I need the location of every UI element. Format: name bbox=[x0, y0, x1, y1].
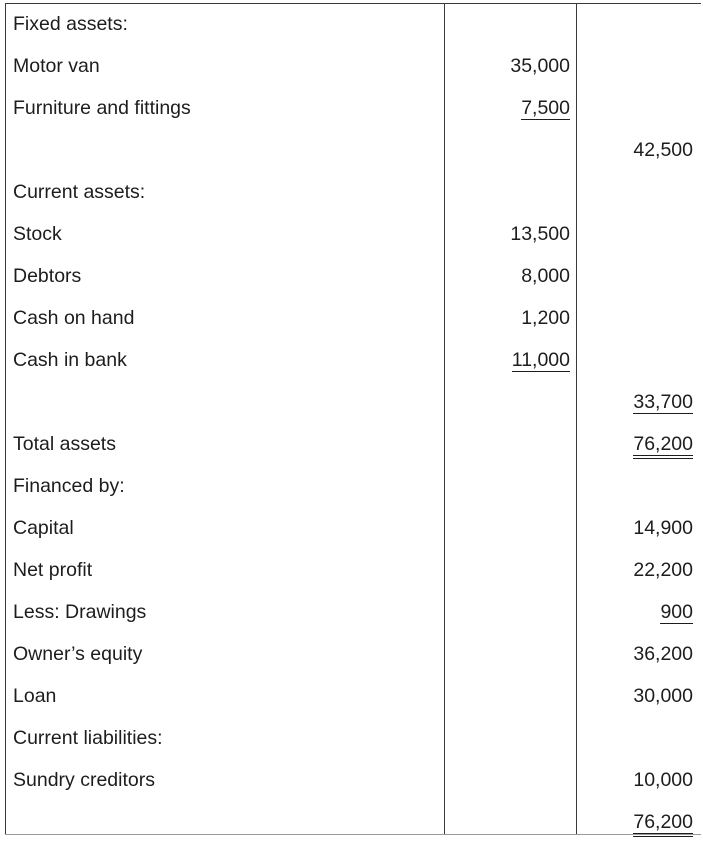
table-row bbox=[5, 549, 701, 591]
table-row bbox=[5, 339, 701, 381]
total-amount-text: 10,000 bbox=[633, 769, 693, 791]
row-label bbox=[13, 213, 62, 255]
row-label-text: Furniture and fittings bbox=[13, 97, 191, 119]
row-label bbox=[13, 591, 146, 633]
table-row bbox=[5, 507, 701, 549]
table-row bbox=[5, 381, 701, 423]
row-label bbox=[13, 3, 128, 45]
row-label-text: Loan bbox=[13, 685, 57, 707]
row-label-text: Less: Drawings bbox=[13, 601, 147, 623]
total-amount bbox=[633, 759, 693, 801]
table-row bbox=[5, 633, 701, 675]
sub-amount-text: 1,200 bbox=[521, 307, 570, 329]
table-row bbox=[5, 759, 701, 801]
sub-amount bbox=[521, 297, 570, 339]
table-row bbox=[5, 591, 701, 633]
total-amount bbox=[633, 549, 693, 591]
table-row bbox=[5, 423, 701, 465]
row-label-text: Capital bbox=[13, 517, 74, 539]
balance-sheet-table bbox=[5, 3, 701, 835]
row-label bbox=[13, 675, 56, 717]
row-label bbox=[13, 507, 74, 549]
row-label-text: Cash on hand bbox=[13, 307, 135, 329]
sub-amount bbox=[512, 339, 570, 381]
total-amount-text: 900 bbox=[660, 601, 693, 623]
total-amount-text: 42,500 bbox=[633, 139, 693, 161]
row-label bbox=[13, 45, 100, 87]
total-amount-text: 14,900 bbox=[633, 517, 693, 539]
table-row bbox=[5, 297, 701, 339]
row-label-text: Cash in bank bbox=[13, 349, 127, 371]
row-label bbox=[13, 339, 127, 381]
row-label bbox=[13, 633, 142, 675]
row-label bbox=[13, 171, 145, 213]
row-label bbox=[13, 465, 125, 507]
total-amount-text: 33,700 bbox=[633, 391, 693, 413]
row-label-text: Current liabilities: bbox=[13, 727, 163, 749]
sub-amount bbox=[510, 213, 570, 255]
row-label-text: Net profit bbox=[13, 559, 93, 581]
row-label bbox=[13, 87, 191, 129]
total-amount bbox=[633, 633, 693, 675]
total-amount bbox=[633, 381, 693, 423]
sub-amount-text: 7,500 bbox=[521, 97, 570, 119]
table-row bbox=[5, 171, 701, 213]
total-amount-text: 76,200 bbox=[633, 434, 693, 459]
row-label bbox=[13, 549, 92, 591]
row-label bbox=[13, 297, 134, 339]
row-label-text: Financed by: bbox=[13, 475, 125, 497]
total-amount-text: 36,200 bbox=[633, 643, 693, 665]
total-amount-text: 22,200 bbox=[633, 559, 693, 581]
row-label-text: Debtors bbox=[13, 265, 82, 287]
total-amount bbox=[633, 507, 693, 549]
total-amount-text: 30,000 bbox=[633, 685, 693, 707]
table-row bbox=[5, 717, 701, 759]
sub-amount-text: 11,000 bbox=[511, 349, 570, 371]
total-amount bbox=[633, 675, 693, 717]
sub-amount bbox=[521, 255, 570, 297]
row-label-text: Total assets bbox=[13, 433, 116, 455]
total-amount bbox=[633, 129, 693, 171]
table-row bbox=[5, 129, 701, 171]
row-label-text: Fixed assets: bbox=[13, 13, 128, 35]
sub-amount-text: 8,000 bbox=[521, 265, 570, 287]
table-row bbox=[5, 465, 701, 507]
row-label-text: Current assets: bbox=[13, 181, 146, 203]
sub-amount-text: 13,500 bbox=[510, 223, 570, 245]
table-row bbox=[5, 255, 701, 297]
total-amount-text: 76,200 bbox=[633, 812, 693, 837]
row-label bbox=[13, 759, 155, 801]
row-label bbox=[13, 255, 81, 297]
sub-amount bbox=[521, 87, 570, 129]
total-amount bbox=[660, 591, 693, 633]
table-row bbox=[5, 675, 701, 717]
total-amount bbox=[633, 423, 693, 465]
table-row bbox=[5, 213, 701, 255]
table-row bbox=[5, 45, 701, 87]
sub-amount-text: 35,000 bbox=[510, 55, 570, 77]
row-label-text: Stock bbox=[13, 223, 62, 245]
sub-amount bbox=[510, 45, 570, 87]
row-label-text: Owner’s equity bbox=[13, 643, 143, 665]
row-label-text: Sundry creditors bbox=[13, 769, 155, 791]
row-label bbox=[13, 717, 163, 759]
table-row bbox=[5, 87, 701, 129]
row-label bbox=[13, 423, 116, 465]
row-label-text: Motor van bbox=[13, 55, 100, 77]
table-row bbox=[5, 3, 701, 45]
